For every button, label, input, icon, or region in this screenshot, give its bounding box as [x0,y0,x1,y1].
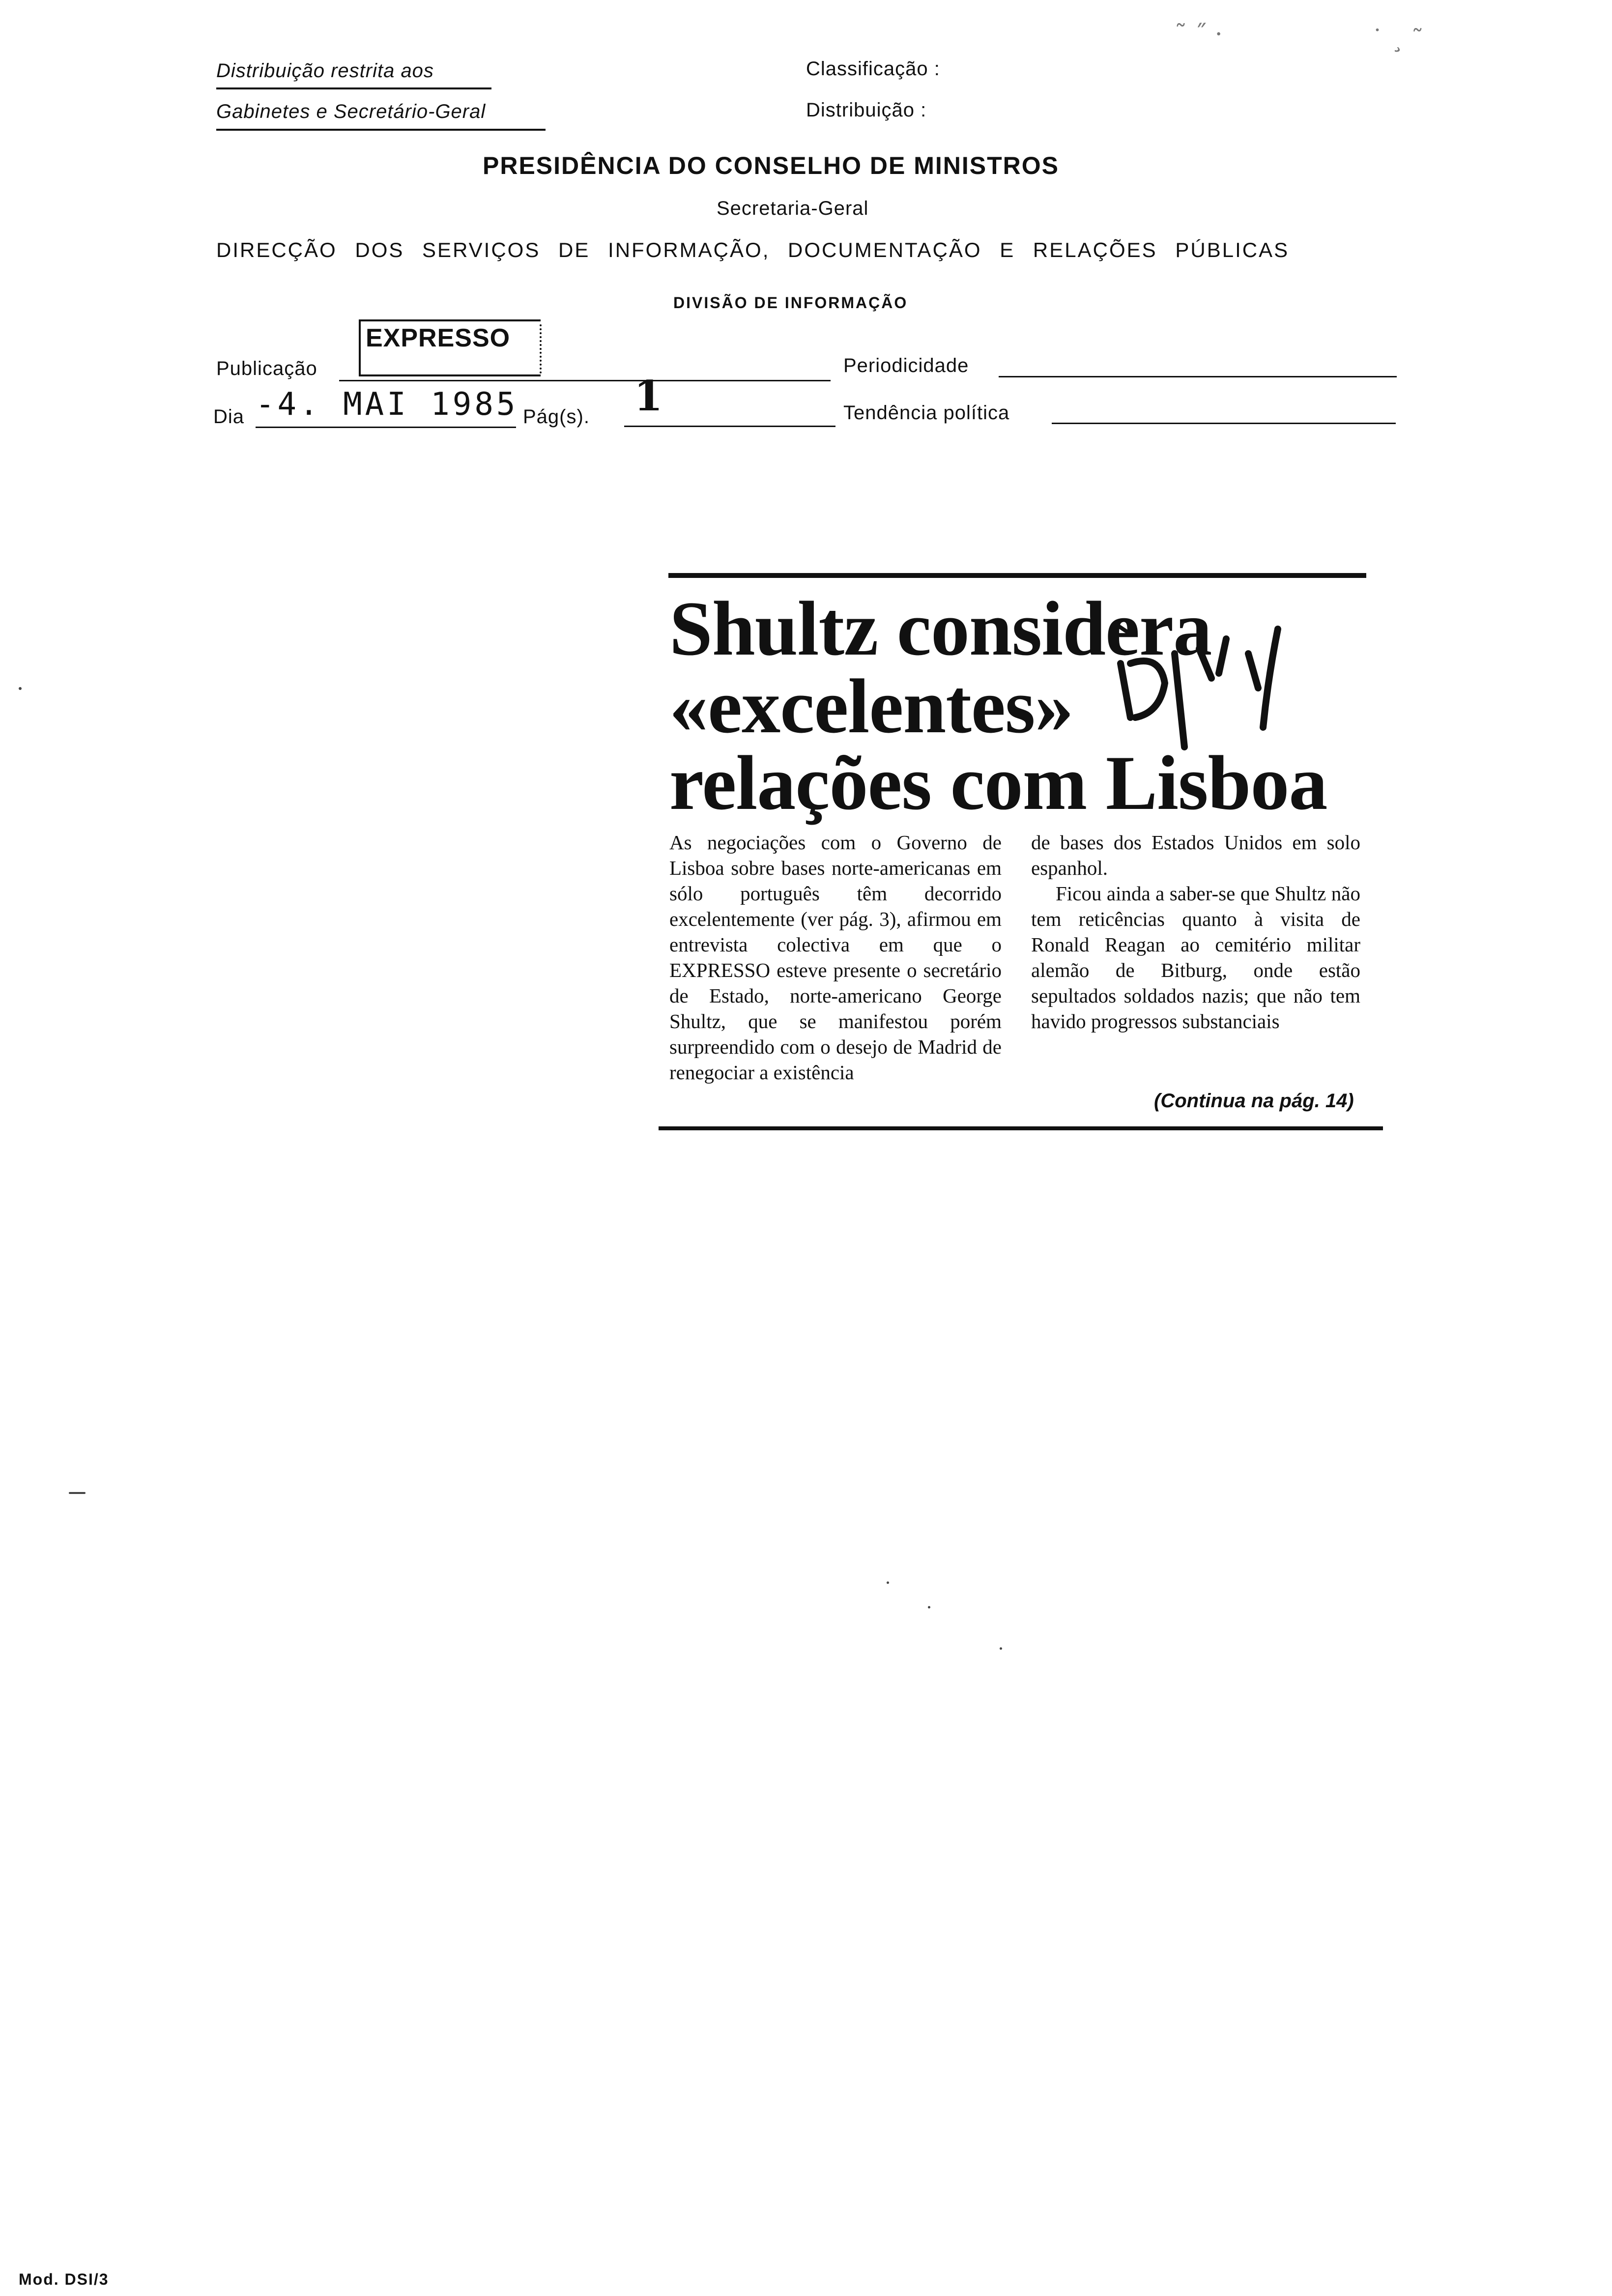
article-col2-para1: de bases dos Estados Unidos em solo espanhol. [1031,831,1360,879]
scan-speck [69,1492,86,1494]
distribution-line-1: Distribuição restrita aos [216,60,434,82]
faint-scribble: ˜ ˝ · [1175,20,1223,48]
date-stamp: -4. MAI 1985 [256,386,518,423]
clipping-bottom-rule [659,1126,1383,1130]
scan-speck [1000,1647,1002,1650]
continuation-note: (Continua na pág. 14) [1154,1090,1354,1112]
periodicidade-line [999,376,1397,377]
form-code: Mod. DSI/3 [19,2270,109,2288]
handwritten-annotation [1101,619,1307,767]
page-title: PRESIDÊNCIA DO CONSELHO DE MINISTROS [483,152,1060,179]
article-col2-para2: Ficou ainda a saber-se que Shultz não tem reticências quanto à visita de Ronald Reagan ao cemitério militar alemão de Bitburg, onde estão sepultados soldados nazis; que não tem havido progressos substanciais [1031,882,1360,1033]
article-column-1 [669,830,1002,1085]
stamp-edge [540,324,544,373]
clipping-top-rule [668,573,1366,578]
tendencia-line [1052,423,1396,424]
distribution-line-2: Gabinetes e Secretário-Geral [216,101,486,122]
division-line: DIVISÃO DE INFORMAÇÃO [673,294,908,312]
article-column-2 [1031,830,1360,1034]
distribuicao-label: Distribuição : [806,99,927,121]
scan-speck [19,687,22,690]
headline-line-2: «excelentes» [669,663,1073,749]
dia-line [256,427,516,428]
dia-label: Dia [213,406,245,428]
pags-label: Pág(s). [523,406,590,428]
publicacao-line [339,380,831,381]
pags-line [624,426,835,427]
scan-speck [887,1581,889,1584]
direction-line: DIRECÇÃO DOS SERVIÇOS DE INFORMAÇÃO, DOCUMENTAÇÃO E RELAÇÕES PÚBLICAS [216,238,1290,261]
classificacao-label: Classificação : [806,58,940,80]
distribution-underline-1 [216,87,491,89]
pages-handwritten: 1 [634,372,663,420]
tendencia-label: Tendência política [843,402,1010,424]
distribution-underline-2 [216,129,546,131]
faint-scribble: ˙ ¸ ˜ [1371,25,1424,53]
page-subtitle: Secretaria-Geral [717,198,869,219]
headline-line-1: Shultz considera [669,586,1212,672]
article-col1-text: As negociações com o Governo de Lisboa sobre bases norte-americanas em sólo português têm decorrido excelentemente (ver pág. 3), afirmou em entrevista colectiva em que o EXPRESSO esteve presente o secretário de Estado, norte-americano George Shultz, que se manifestou porém surpreendido com o desejo de Madrid de renegociar a existência [669,831,1002,1084]
publicacao-label: Publicação [216,358,317,379]
scan-speck [928,1606,930,1608]
periodicidade-label: Periodicidade [843,355,969,376]
publication-stamp [359,319,541,376]
publication-stamp-text: EXPRESSO [366,324,511,352]
headline-line-3: relações com Lisboa [669,740,1327,826]
